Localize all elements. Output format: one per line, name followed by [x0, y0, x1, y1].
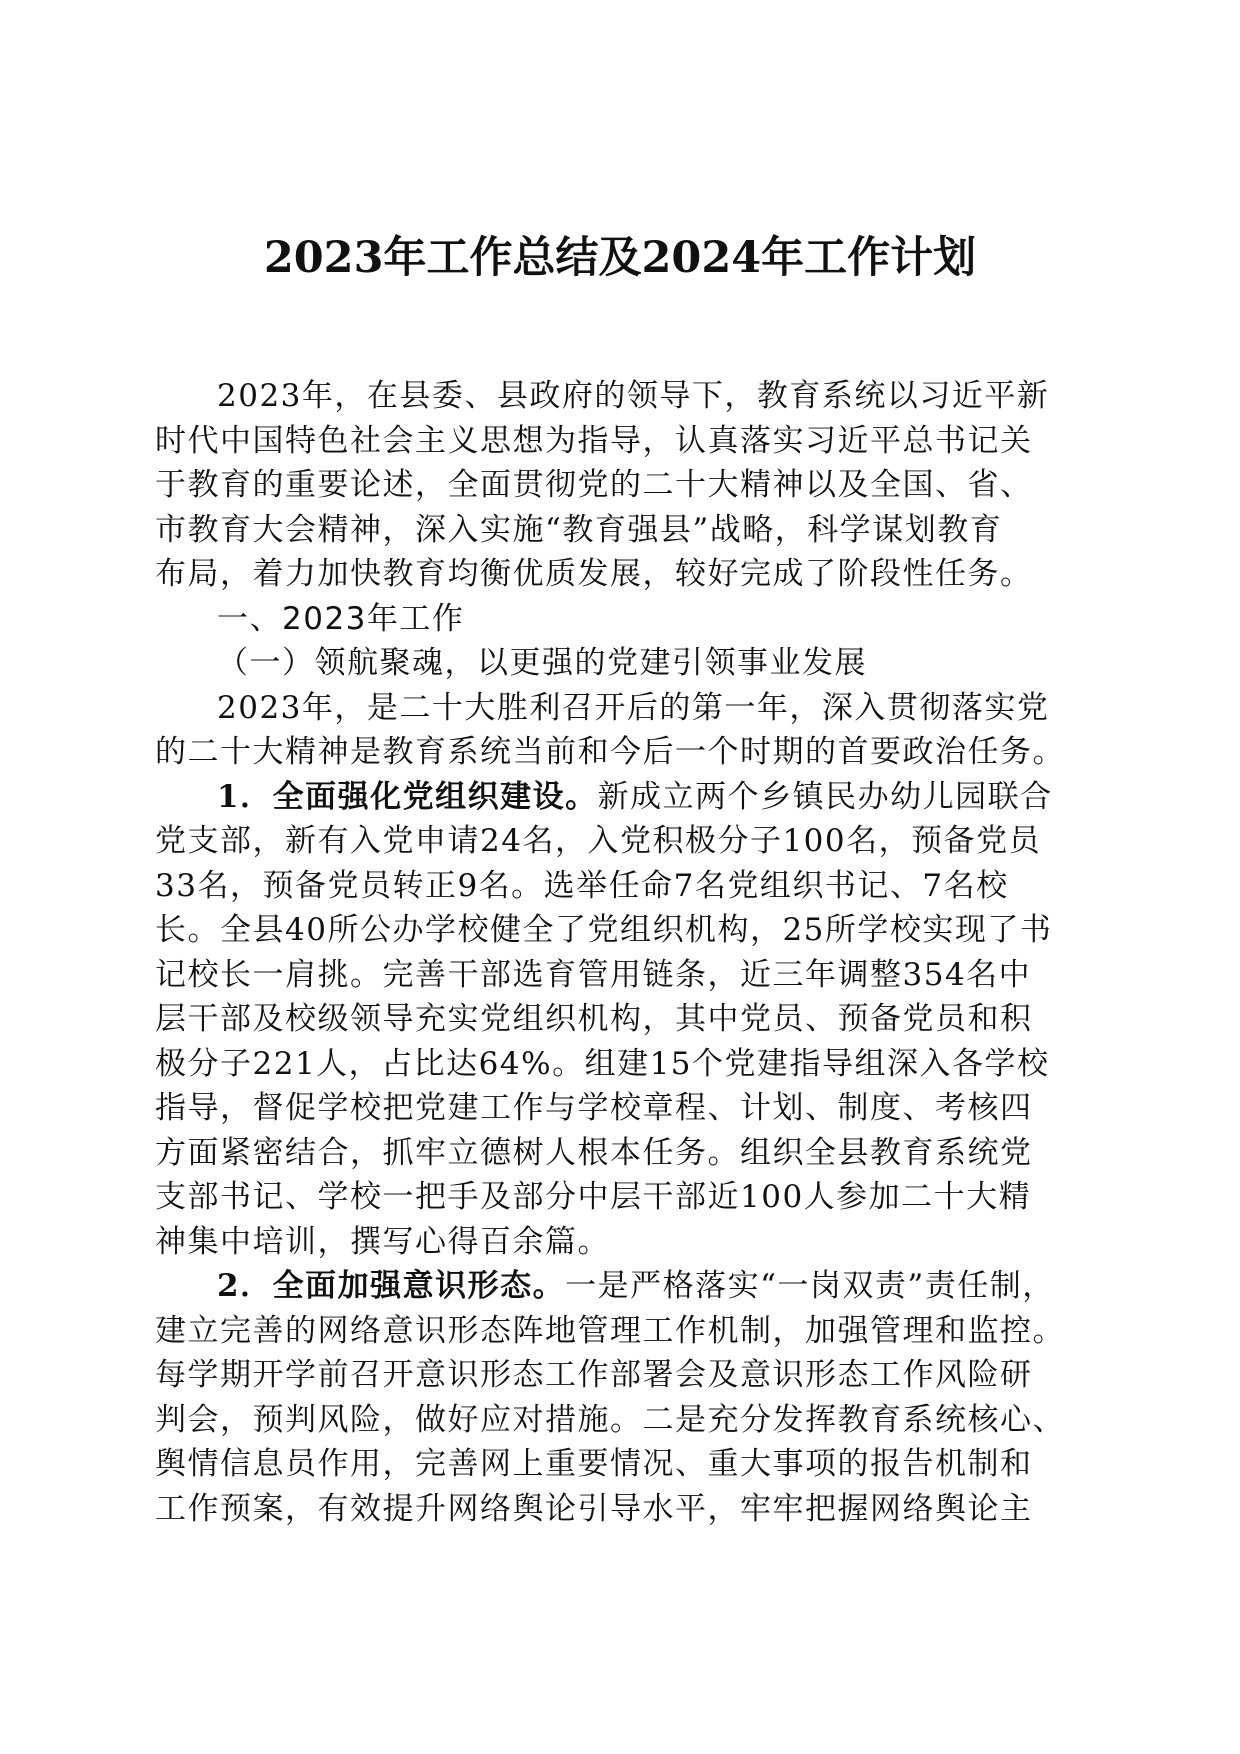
paragraph-lead: 2．全面加强意识形态。	[217, 1268, 566, 1304]
body-line: 时代中国特色社会主义思想为指导，认真落实习近平总书记关	[155, 422, 1033, 459]
body-line: 2023年，是二十大胜利召开后的第一年，深入贯彻落实党	[217, 689, 1050, 726]
body-line: 每学期开学前召开意识形态工作部署会及意识形态工作风险研	[155, 1357, 1033, 1393]
body-line: 方面紧密结合，抓牢立德树人根本任务。组织全县教育系统党	[155, 1134, 1033, 1171]
body-line: 布局，着力加快教育均衡优质发展，较好完成了阶段性任务。	[155, 556, 1033, 592]
body-line: 于教育的重要论述，全面贯彻党的二十大精神以及全国、省、	[155, 467, 1033, 503]
body-line: 判会，预判风险，做好应对措施。二是充分发挥教育系统核心、	[155, 1401, 1065, 1438]
body-line: 党支部，新有入党申请24名，入党积极分子100名，预备党员	[155, 823, 1042, 859]
document-title: 2023年工作总结及2024年工作计划	[263, 233, 977, 283]
body-line: 2023年，在县委、县政府的领导下，教育系统以习近平新	[217, 378, 1050, 414]
body-line: 工作预案，有效提升网络舆论引导水平，牢牢把握网络舆论主	[155, 1490, 1033, 1527]
body-line: 支部书记、学校一把手及部分中层干部近100人参加二十大精	[155, 1179, 1032, 1215]
body-line: 的二十大精神是教育系统当前和今后一个时期的首要政治任务。	[155, 734, 1065, 770]
body-line: 33名，预备党员转正9名。选举任命7名党组织书记、7名校	[155, 867, 1009, 904]
body-line: 长。全县40所公办学校健全了党组织机构，25所学校实现了书	[155, 912, 1053, 948]
body-line: 指导，督促学校把党建工作与学校章程、计划、制度、考核四	[155, 1090, 1033, 1126]
body-line: 舆情信息员作用，完善网上重要情况、重大事项的报告机制和	[155, 1446, 1033, 1482]
body-line	[155, 775, 1087, 820]
body-line: 层干部及校级领导充实党组织机构，其中党员、预备党员和积	[155, 1001, 1033, 1037]
body-text: 新成立两个乡镇民办幼儿园联合	[597, 778, 1053, 815]
body-line: 记校长一肩挑。完善干部选育管用链条，近三年调整354名中	[155, 956, 1032, 993]
document-body	[155, 374, 1087, 1531]
subsection-heading: （一）领航聚魂，以更强的党建引领事业发展	[217, 645, 867, 681]
body-line: 神集中培训，撰写心得百余篇。	[155, 1223, 610, 1260]
body-line: 建立完善的网络意识形态阵地管理工作机制，加强管理和监控。	[155, 1312, 1065, 1349]
section-heading: 一、2023年工作	[217, 600, 465, 637]
body-line: 市教育大会精神，深入实施“教育强县”战略，科学谋划教育	[155, 511, 1003, 548]
body-line	[155, 1264, 1087, 1309]
body-line: 极分子221人，占比达64%。组建15个党建指导组深入各学校	[155, 1045, 1050, 1082]
body-text: 一是严格落实“一岗双责”责任制，	[565, 1268, 1055, 1304]
paragraph-lead: 1．全面强化党组织建设。	[217, 778, 598, 815]
